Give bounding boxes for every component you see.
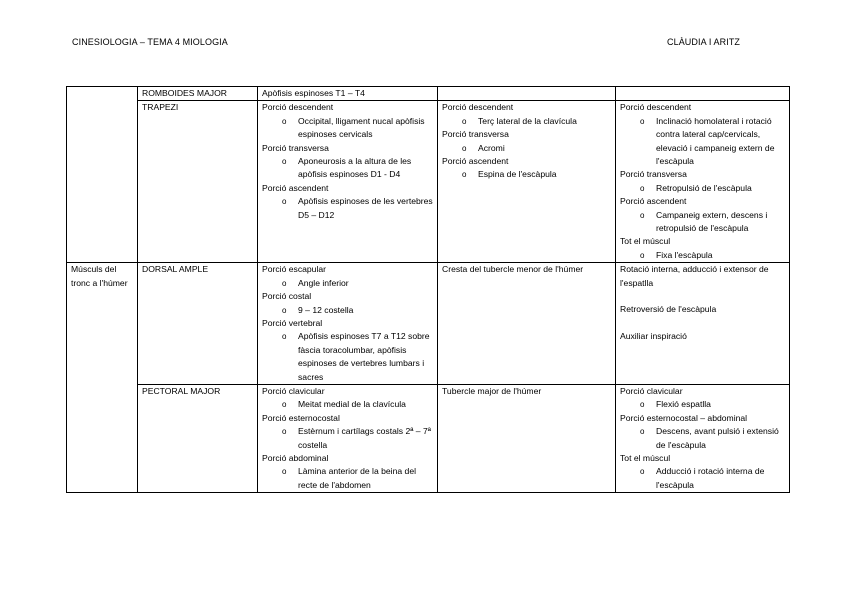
- action-text: Retroversió de l'escàpula: [620, 304, 717, 315]
- group-label-cell: Músculs del tronc a l'húmer: [67, 263, 138, 493]
- portion-label: Porció escapular: [262, 264, 327, 275]
- muscle-name-cell: DORSAL AMPLE: [138, 263, 258, 385]
- list-item: o Espina de l'escàpula: [462, 168, 611, 181]
- list-item: o Apòfisis espinoses T7 a T12 sobre fàscia toracolumbar, apòfisis espinoses de vertebres lumbars i sacres: [282, 330, 433, 384]
- portion-label: Porció ascendent: [262, 182, 329, 193]
- list-item: o Adducció i rotació interna de l'escàpula: [640, 465, 785, 492]
- portion-label: Porció descendent: [442, 102, 514, 113]
- muscle-name-cell: TRAPEZI: [138, 101, 258, 263]
- portion-label: Porció descendent: [262, 102, 334, 113]
- page-header-title: CINESIOLOGIA – TEMA 4 MIOLOGIA: [72, 37, 228, 47]
- portion-label: Tot el múscul: [620, 236, 671, 247]
- table-row-romboides: [67, 87, 790, 101]
- list-item: o Meitat medial de la clavícula: [282, 398, 433, 411]
- list-item: o Estèrnum i cartílags costals 2ª – 7ª costella: [282, 425, 433, 452]
- action-text: Auxiliar inspiració: [620, 331, 687, 342]
- page-header-authors: CLÀUDIA I ARITZ: [667, 37, 741, 47]
- list-item: o Aponeurosis a la altura de les apòfisis espinoses D1 - D4: [282, 155, 433, 182]
- insertion-cell: Tubercle major de l'húmer: [438, 384, 616, 492]
- portion-label: Porció ascendent: [620, 196, 687, 207]
- insertion-cell: [438, 87, 616, 101]
- portion-label: Porció transversa: [262, 142, 329, 153]
- insertion-cell: Cresta del tubercle menor de l'húmer: [438, 263, 616, 385]
- portion-label: Porció esternocostal: [262, 412, 340, 423]
- portion-label: Porció clavicular: [620, 385, 683, 396]
- muscle-name-cell: ROMBOIDES MAJOR: [138, 87, 258, 101]
- table-row-dorsal: [67, 263, 790, 385]
- portion-label: Porció clavicular: [262, 385, 325, 396]
- list-item: o Apòfisis espinoses de les vertebres D5 – D12: [282, 195, 433, 222]
- portion-label: Porció descendent: [620, 102, 692, 113]
- list-item: o Occipital, lligament nucal apòfisis espinoses cervicals: [282, 115, 433, 142]
- list-item: o Terç lateral de la clavícula: [462, 115, 611, 128]
- portion-label: Porció transversa: [620, 169, 687, 180]
- insertion-cell: [438, 101, 616, 263]
- action-cell: [616, 263, 790, 385]
- group-cell-empty: [67, 87, 138, 263]
- table-row-trapezi: [67, 101, 790, 263]
- list-item: o Flexió espatlla: [640, 398, 785, 411]
- list-item: o 9 – 12 costella: [282, 304, 433, 317]
- portion-label: Porció esternocostal – abdominal: [620, 412, 748, 423]
- portion-label: Porció transversa: [442, 129, 509, 140]
- origin-cell: [258, 263, 438, 385]
- portion-label: Porció ascendent: [442, 156, 509, 167]
- action-cell: [616, 101, 790, 263]
- list-item: o Fixa l'escàpula: [640, 249, 785, 262]
- action-text: Rotació interna, adducció i extensor de l'espatlla: [620, 264, 769, 288]
- origin-cell: [258, 384, 438, 492]
- muscle-name-cell: PECTORAL MAJOR: [138, 384, 258, 492]
- list-item: o Làmina anterior de la beina del recte de l'abdomen: [282, 465, 433, 492]
- portion-label: Porció vertebral: [262, 317, 323, 328]
- table-row-pectoral: [67, 384, 790, 492]
- list-item: o Inclinació homolateral i rotació contra lateral cap/cervicals, elevació i campaneig extern de l'escàpula: [640, 115, 785, 169]
- list-item: o Campaneig extern, descens i retropulsió de l'escàpula: [640, 209, 785, 236]
- list-item: o Angle inferior: [282, 277, 433, 290]
- list-item: o Retropulsió de l'escàpula: [640, 182, 785, 195]
- portion-label: Porció costal: [262, 291, 312, 302]
- action-cell: [616, 87, 790, 101]
- origin-cell: [258, 101, 438, 263]
- portion-label: Tot el múscul: [620, 452, 671, 463]
- action-cell: [616, 384, 790, 492]
- muscle-table: [66, 86, 790, 493]
- list-item: o Acromi: [462, 142, 611, 155]
- portion-label: Porció abdominal: [262, 452, 329, 463]
- origin-cell: Apòfisis espinoses T1 – T4: [258, 87, 438, 101]
- list-item: o Descens, avant pulsió i extensió de l'escàpula: [640, 425, 785, 452]
